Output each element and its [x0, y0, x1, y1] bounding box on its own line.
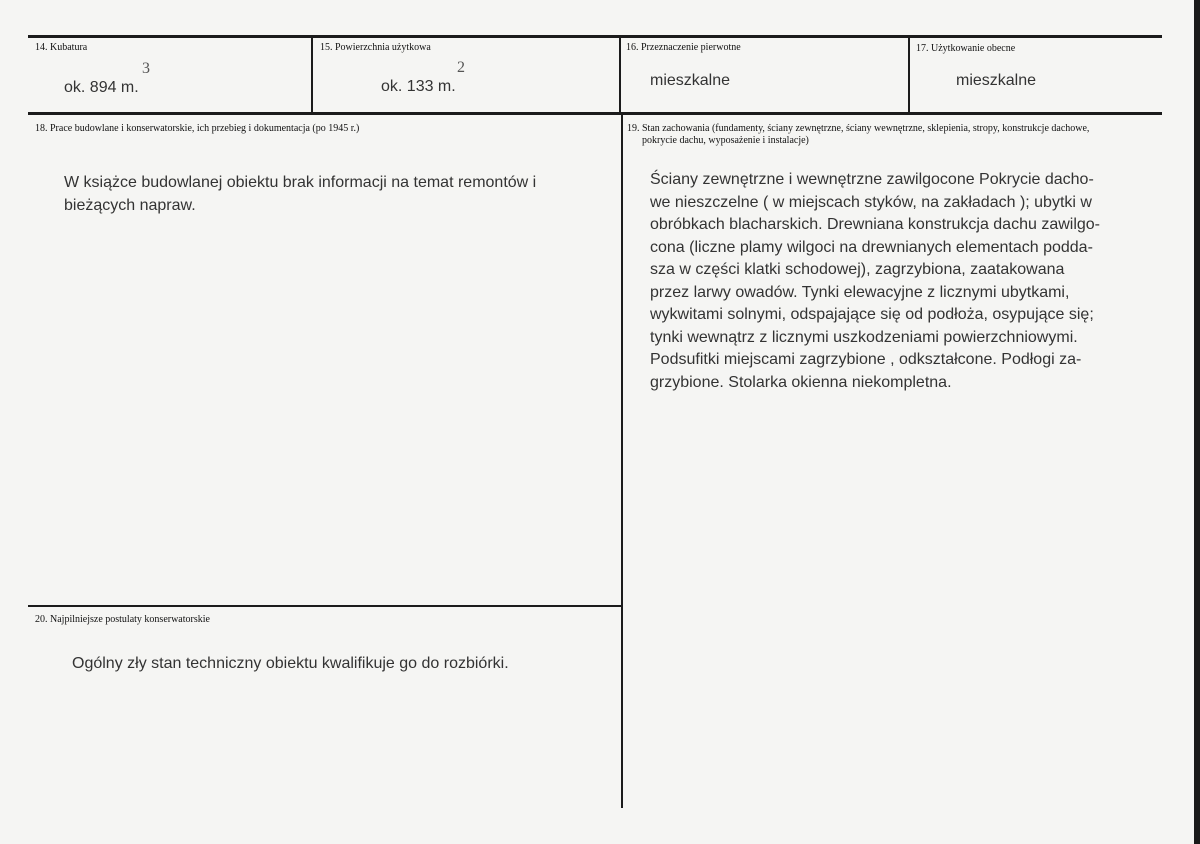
divider-15-16 [619, 35, 621, 114]
divider-14-15 [311, 35, 313, 114]
field19-line: sza w części klatki schodowej), zagrzybiona, zaatakowana [650, 261, 1065, 278]
field19-line: grzybione. Stolarka okienna niekompletna. [650, 373, 952, 391]
field15-label: 15. Powierzchnia użytkowa [320, 42, 431, 53]
field17-label: 17. Użytkowanie obecne [916, 43, 1016, 54]
field19-line: Ściany zewnętrzne i wewnętrzne zawilgocone Pokrycie dacho- [650, 171, 1094, 188]
field14-value: ok. 894 m. [64, 79, 139, 96]
field14-unit-superscript: 3 [142, 60, 150, 77]
field19-line: Podsufitki miejscami zagrzybione , odkształcone. Podłogi za- [650, 351, 1082, 368]
divider-16-17 [908, 35, 910, 114]
field19-line: obróbkach blacharskich. Drewniana konstrukcja dachu zawilgo- [650, 216, 1101, 233]
field19-line: tynki wewnątrz z licznymi uszkodzeniami powierzchniowymi. [650, 328, 1078, 346]
scan-edge [1194, 0, 1200, 844]
divider-18-19 [621, 114, 623, 808]
top-rule [28, 35, 1162, 38]
field15-value: ok. 133 m. [381, 78, 456, 95]
field20-text: Ogólny zły stan techniczny obiektu kwalifikuje go do rozbiórki. [72, 655, 509, 672]
field19-line: wykwitami solnymi, odspajające się od podłoża, osypujące się; [650, 306, 1094, 323]
field19-label-line1: 19. Stan zachowania (fundamenty, ściany zewnętrzne, ściany wewnętrzne, sklepienia, stropy, konstrukcje dachowe, [627, 123, 1090, 134]
field19-line: cona (liczne plamy wilgoci na drewnianych elementach podda- [650, 238, 1093, 256]
field14-label: 14. Kubatura [35, 42, 88, 53]
field15-unit-superscript: 2 [457, 59, 465, 76]
field19-line: we nieszczelne ( w miejscach styków, na zakładach ); ubytki w [650, 193, 1092, 211]
row1-bottom-rule [28, 112, 1162, 115]
field20-top-rule [28, 605, 622, 607]
field19-line: przez larwy owadów. Tynki elewacyjne z licznymi ubytkami, [650, 283, 1070, 301]
field16-label: 16. Przeznaczenie pierwotne [626, 42, 741, 53]
field18-label: 18. Prace budowlane i konserwatorskie, ich przebieg i dokumentacja (po 1945 r.) [35, 123, 360, 134]
field20-label: 20. Najpilniejsze postulaty konserwatorskie [35, 614, 210, 625]
field19-text [650, 169, 1126, 394]
field18-text: W książce budowlanej obiektu brak informacji na temat remontów i bieżących napraw. [64, 174, 537, 214]
field17-value: mieszkalne [956, 72, 1037, 89]
field19-label-line2: pokrycie dachu, wyposażenie i instalacje) [642, 135, 809, 146]
field16-value: mieszkalne [650, 72, 731, 89]
